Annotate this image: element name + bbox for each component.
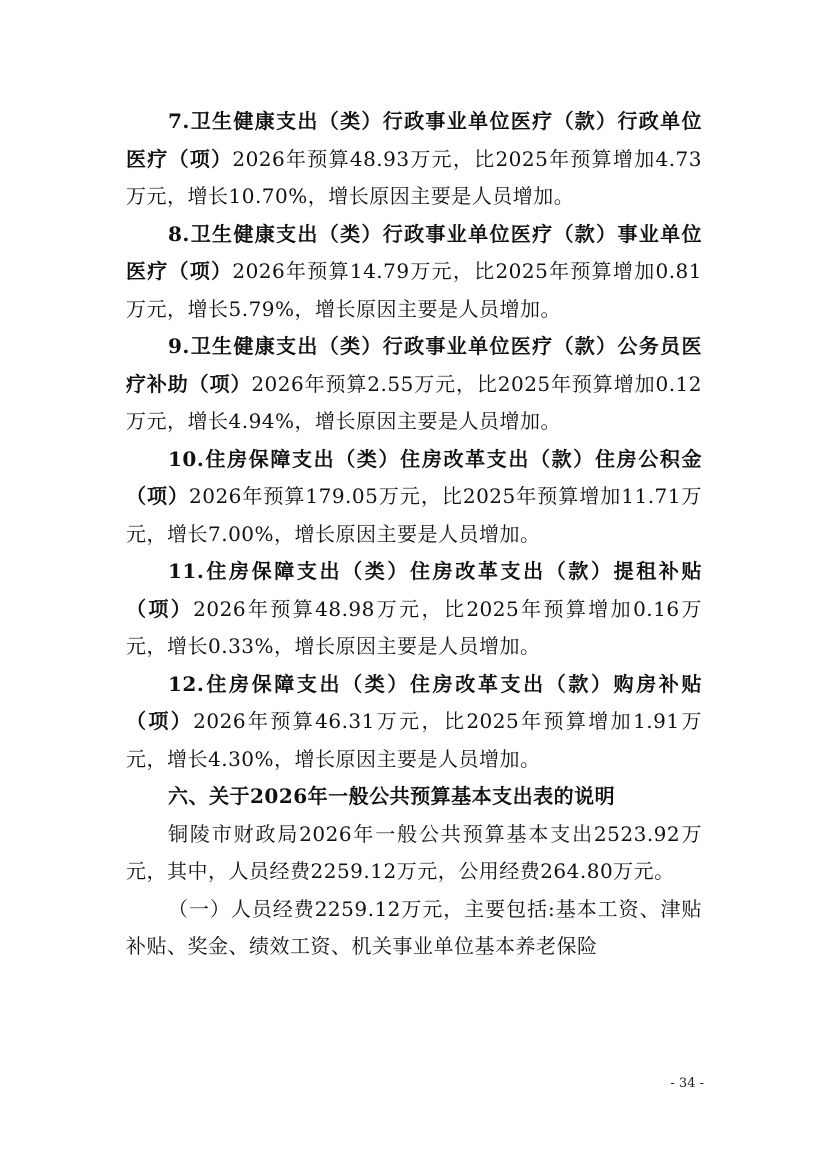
section-heading: 六、关于2026年一般公共预算基本支出表的说明 [168,784,616,808]
item-text: 2026年预算48.93万元，比2025年预算增加4.73万元，增长10.70%，增长原因主要是人员增加。 [126,146,702,208]
item-title: 9.卫生健康支出（类）行政事业单位医疗（款）公务员医疗补助（项） [126,334,702,396]
item-text: 2026年预算14.79万元，比2025年预算增加0.81万元，增长5.79%，增长原因主要是人员增加。 [126,259,702,321]
item-title: 7.卫生健康支出（类）行政事业单位医疗（款）行政单位医疗（项） [126,109,702,171]
item-title: 12.住房保障支出（类）住房改革支出（款）购房补贴（项） [126,671,702,733]
budget-item-8 [126,216,702,329]
document-body [126,103,702,966]
section-summary: 铜陵市财政局2026年一般公共预算基本支出2523.92万元，其中，人员经费2259.12万元，公用经费264.80万元。 [126,821,702,883]
budget-item-12 [126,666,702,779]
item-title: 8.卫生健康支出（类）行政事业单位医疗（款）事业单位医疗（项） [126,221,702,283]
item-text: 2026年预算46.31万元，比2025年预算增加1.91万元，增长4.30%，增长原因主要是人员增加。 [126,709,702,771]
budget-item-11 [126,553,702,666]
personnel-expense-paragraph: （一）人员经费2259.12万元，主要包括:基本工资、津贴补贴、奖金、绩效工资、机关事业单位基本养老保险 [126,896,702,958]
budget-item-7 [126,103,702,216]
item-text: 2026年预算179.05万元，比2025年预算增加11.71万元，增长7.00%，增长原因主要是人员增加。 [126,484,702,546]
page-number: - 34 - [670,1076,704,1091]
budget-item-10 [126,441,702,554]
item-title: 11.住房保障支出（类）住房改革支出（款）提租补贴（项） [126,559,702,621]
item-title: 10.住房保障支出（类）住房改革支出（款）住房公积金（项） [126,446,702,508]
item-text: 2026年预算2.55万元，比2025年预算增加0.12万元，增长4.94%，增长原因主要是人员增加。 [126,371,703,433]
item-text: 2026年预算48.98万元，比2025年预算增加0.16万元，增长0.33%，增长原因主要是人员增加。 [126,596,702,658]
budget-item-9 [126,328,702,441]
